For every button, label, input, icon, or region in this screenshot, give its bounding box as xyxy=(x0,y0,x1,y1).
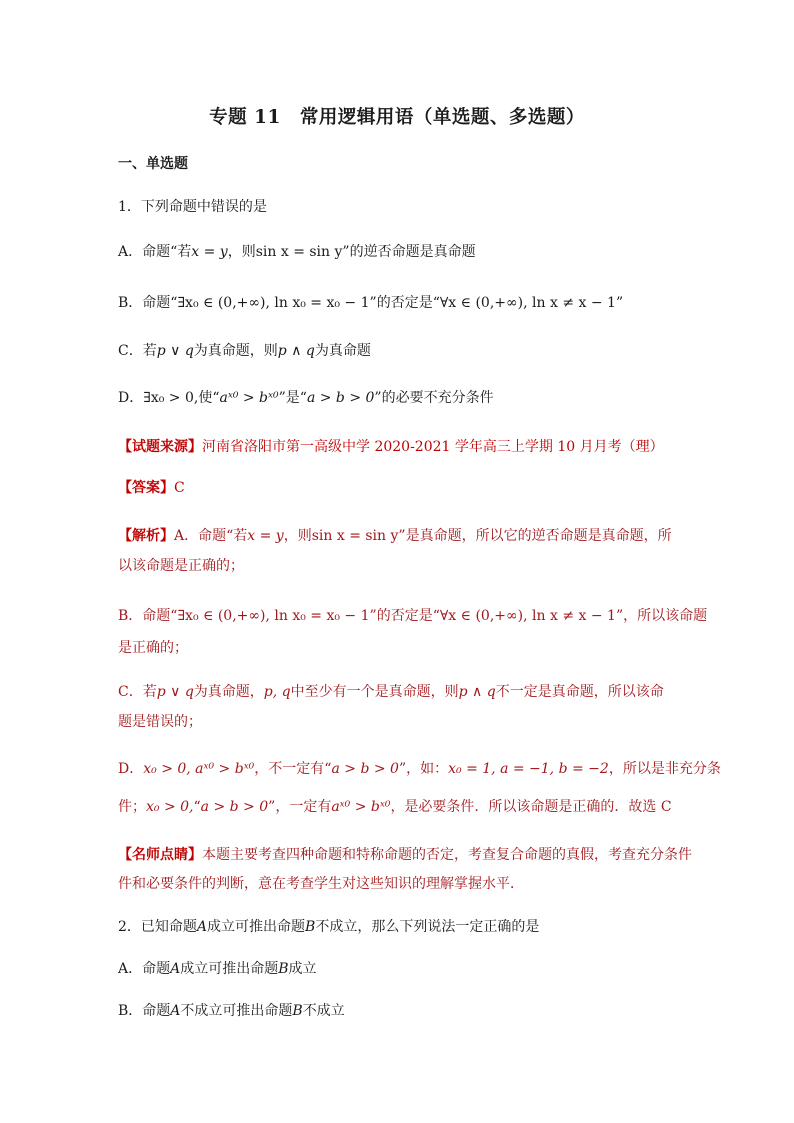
q1-analysis-line-1: 【解析】A．命题“若x = y，则sin x = sin y”是真命题，所以它的逆否命题是真命题，所 xyxy=(118,528,672,544)
q1-source: 【试题来源】河南省洛阳市第一高级中学 2020-2021 学年高三上学期 10 月月考（理） xyxy=(118,439,664,455)
question-2-stem: 2．已知命题A成立可推出命题B不成立，那么下列说法一定正确的是 xyxy=(118,919,540,935)
q1-option-c: C．若p ∨ q为真命题，则p ∧ q为真命题 xyxy=(118,343,371,359)
q2-option-b: B．命题A不成立可推出命题B不成立 xyxy=(118,1003,345,1019)
question-1-stem: 1．下列命题中错误的是 xyxy=(118,199,267,215)
q1-analysis-line-4: 是正确的； xyxy=(118,640,188,656)
q1-analysis-line-8: 件；x₀ > 0,“a > b > 0”，一定有aˣ⁰ > bˣ⁰，是必要条件．所以该命题是正确的．故选 C xyxy=(118,799,672,815)
q1-option-a: A．命题“若x = y，则sin x = sin y”的逆否命题是真命题 xyxy=(118,244,476,260)
q1-answer: 【答案】C xyxy=(118,480,185,496)
q1-analysis-line-2: 以该命题是正确的； xyxy=(118,558,244,574)
q1-analysis-line-5: C．若p ∨ q为真命题，p, q中至少有一个是真命题，则p ∧ q不一定是真命题，所以该命 xyxy=(118,684,664,700)
section-heading: 一、单选题 xyxy=(118,156,188,172)
q1-analysis-line-6: 题是错误的； xyxy=(118,714,202,730)
q1-tip-line-2: 件和必要条件的判断，意在考查学生对这些知识的理解掌握水平． xyxy=(118,876,524,892)
q1-option-d: D．∃x₀ > 0,使“aˣ⁰ > bˣ⁰”是“a > b > 0”的必要不充分条件 xyxy=(118,390,494,406)
page-title: 专题 11 常用逻辑用语（单选题、多选题） xyxy=(209,107,585,128)
q1-analysis-line-3: B．命题“∃x₀ ∈ (0,+∞), ln x₀ = x₀ − 1”的否定是“∀x ∈ (0,+∞), ln x ≠ x − 1”，所以该命题 xyxy=(118,608,708,624)
q1-tip-line-1: 【名师点睛】本题主要考查四种命题和特称命题的否定，考查复合命题的真假，考查充分条件 xyxy=(118,847,692,863)
q1-option-b: B．命题“∃x₀ ∈ (0,+∞), ln x₀ = x₀ − 1”的否定是“∀x ∈ (0,+∞), ln x ≠ x − 1” xyxy=(118,295,624,311)
q2-option-a: A．命题A成立可推出命题B成立 xyxy=(118,961,317,977)
q1-analysis-line-7: D．x₀ > 0, aˣ⁰ > bˣ⁰，不一定有“a > b > 0”，如：x₀ = 1, a = −1, b = −2，所以是非充分条 xyxy=(118,761,721,777)
